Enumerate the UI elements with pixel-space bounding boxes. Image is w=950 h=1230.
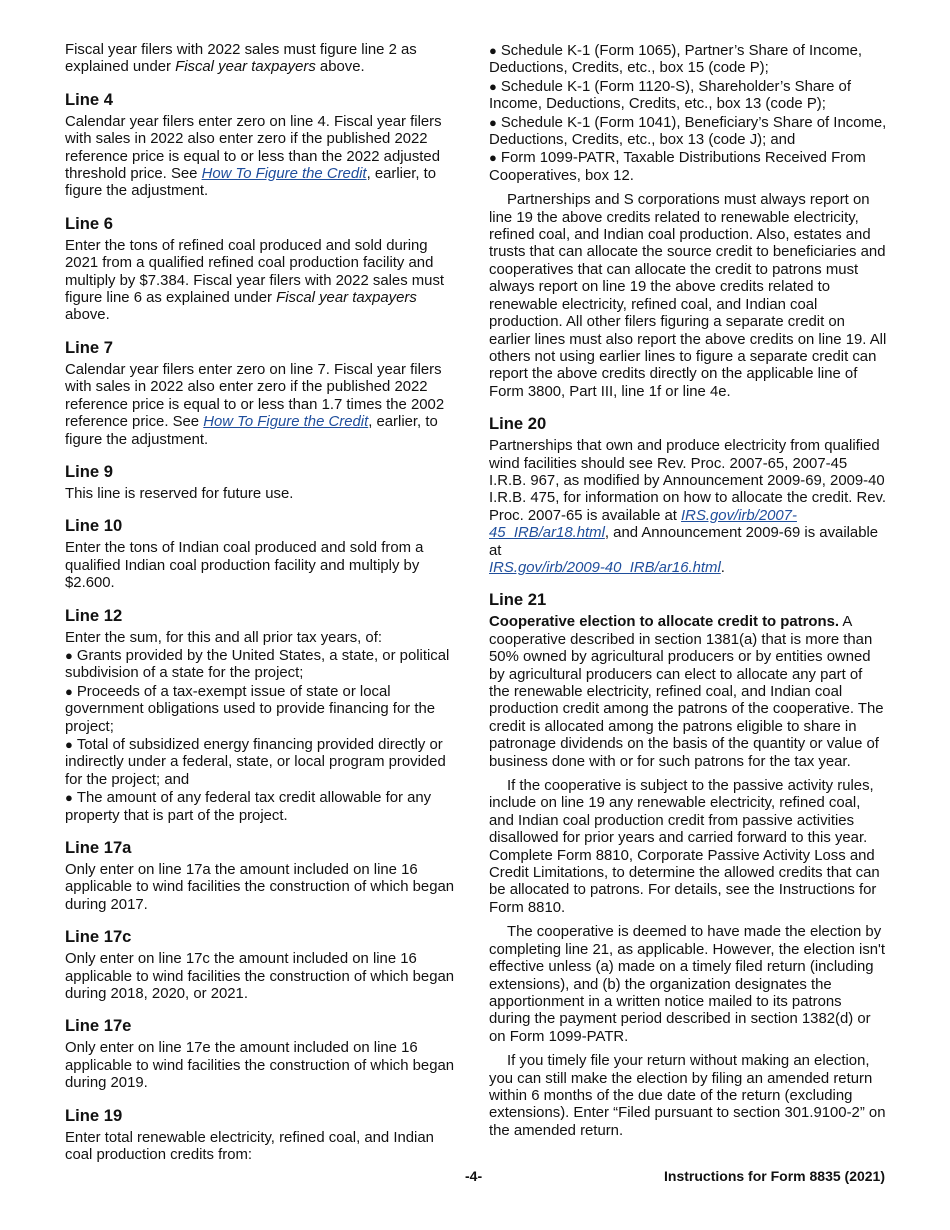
line21-paragraph-1 [489,614,887,771]
line7-text-end: , earlier, to figure the adjustment. [65,414,438,448]
line9-heading: Line 9 [65,461,113,481]
line20-heading: Line 20 [489,414,547,434]
line7-text: Calendar year filers enter zero on line 7. Fiscal year filers with sales in 2022 also enter zero if the published 2022 reference price is equal to or less than 1.7 times the 2002 reference price. See [65,361,445,431]
list-item [65,736,460,789]
bullet-icon: ● [65,683,73,699]
partnerships-paragraph: Partnerships and S corporations must always report on line 19 the above credits related to renewable electricity, refined coal, and Indian coal production. Also, estates and trusts that can allocate the source credit to beneficiaries and cooperatives that can allocate the credit to patrons must always report on line 19 the above credits related to renewable electricity, refined coal, and Indian coal production. All other filers figuring a separate credit on earlier lines must also report the above credits on line 19. All others not using earlier lines to figure a separate credit can report the above credits directly on the applicable line of Form 3800, Part III, line 1f or line 4e. [489,192,887,400]
line4-text: Calendar year filers enter zero on line 4. Fiscal year filers with sales in 2022 also enter zero if the published 2022 reference price is equal to or less than the 2022 adjusted threshold price. See [65,113,442,183]
line20-text-end: . [720,559,725,576]
list-item-text: Schedule K-1 (Form 1065), Partner’s Share of Income, Deductions, Credits, etc., box 15 (code P); [489,43,862,77]
page-number: -4- [465,1168,483,1184]
line6-text: Enter the tons of refined coal produced and sold during 2021 from a qualified refined coal production facility and multiply by $7.384. Fiscal year filers with 2022 sales must figure line 6 as explained under [65,237,445,307]
line21-heading: Line 21 [489,590,547,610]
line21-paragraph-4: If you timely file your return without making an election, you can still make the election by filing an amended return within 6 months of the due date of the return (excluding extensions). Enter “Filed pursuant to section 301.9100-2” on the amended return. [489,1053,886,1139]
list-item-text: Schedule K-1 (Form 1120-S), Shareholder’s Share of Income, Deductions, Credits, etc., box 13 (code P); [489,78,851,113]
bullet-icon: ● [489,150,497,166]
line4-text-end: , earlier, to figure the adjustment. [65,166,437,200]
line21-paragraph-3: The cooperative is deemed to have made the election by completing line 21, as applicable. However, the election isn't effective unless (a) made on a timely filed return (including extensions), and (b) the organization designates the apportionment in a written notice mailed to its patrons during the payment period described in section 1382(d) or on Form 1099-PATR. [489,924,886,1045]
list-item [65,683,460,736]
list-item [489,42,887,78]
how-to-figure-credit-link-2[interactable]: How To Figure the Credit [203,414,369,431]
line9-paragraph: This line is reserved for future use. [65,485,294,502]
irb-2007-45-link[interactable]: IRS.gov/irb/2007-45_IRB/ar18.html [489,507,797,542]
line7-paragraph [65,362,460,449]
bullet-icon: ● [65,647,73,663]
bullet-icon: ● [489,43,497,58]
bullet-icon: ● [65,790,73,806]
line12-intro: Enter the sum, for this and all prior tax years, of: [65,629,382,646]
irb-2009-40-link[interactable]: IRS.gov/irb/2009-40_IRB/ar16.html [489,559,721,576]
line20-text: Partnerships that own and produce electricity from qualified wind facilities should see Rev. Proc. 2007-65, 2007-45 I.R.B. 967, as modified by Announcement 2009-69, 2009-40 I.R.B. 475, for information on how to allocate the credit. Rev. Proc. 2007-65 is available at [489,438,887,524]
line17a-heading: Line 17a [65,838,132,857]
line21-paragraph-2: If the cooperative is subject to the passive activity rules, include on line 19 any renewable electricity, refined coal, and Indian coal production credit from passive activities disallowed for prior years and carried forward to this year. Complete Form 8810, Corporate Passive Activity Loss and Credit Limitations, to determine the allowed credits that can be allocated to patrons. For details, see the Instructions for Form 8810. [489,778,880,916]
bullet-icon: ● [489,78,497,94]
line6-text-end: above. [65,307,110,324]
bullet-icon: ● [489,114,497,130]
line17c-heading: Line 17c [65,927,132,947]
line6-paragraph [65,238,460,325]
list-item-text: Grants provided by the United States, a state, or political subdivision of a state for the project; [65,647,450,682]
intro-text-end: above. [315,59,365,76]
bullet-icon: ● [65,736,73,752]
list-item-text: Proceeds of a tax-exempt issue of state or local government obligations used to provide financing for the project; [65,683,436,735]
list-item-text: Schedule K-1 (Form 1041), Beneficiary’s Share of Income, Deductions, Credits, etc., box 13 (code J); and [489,114,887,149]
intro-text: Fiscal year filers with 2022 sales must figure line 2 as explained under [65,42,417,76]
list-item [489,114,887,150]
line6-emphasis: Fiscal year taxpayers [276,290,417,307]
line4-heading: Line 4 [65,89,113,109]
line19-sources-list [489,42,887,185]
cooperative-election-runin: Cooperative election to allocate credit to patrons. [489,614,840,631]
right-column [489,42,887,1140]
form-reference: Instructions for Form 8835 (2021) [664,1168,885,1184]
list-item-text: Form 1099-PATR, Taxable Distributions Received From Cooperatives, box 12. [489,150,866,184]
how-to-figure-credit-link[interactable]: How To Figure the Credit [201,166,367,183]
intro-paragraph [65,42,460,77]
line10-paragraph: Enter the tons of Indian coal produced and sold from a qualified Indian coal production facility and multiply by $2.600. [65,540,424,592]
line7-heading: Line 7 [65,337,113,357]
line10-heading: Line 10 [65,516,123,536]
line12-list [65,647,460,825]
line19-paragraph: Enter total renewable electricity, refined coal, and Indian coal production credits from: [65,1129,434,1164]
line21-text: A cooperative described in section 1381(a) that is more than 50% owned by agricultural producers or by entities owned by agricultural producers can elect to allocate any part of the renewable electricity, refined coal, and Indian coal production credit among the patrons of the cooperative. The credit is allocated among the patrons eligible to share in patronage dividends on the basis of the quantity or value of business done with or for such patrons for the tax year. [489,614,884,770]
line4-paragraph [65,114,460,201]
line17e-paragraph: Only enter on line 17e the amount included on line 16 applicable to wind facilities the construction of which began during 2019. [65,1040,455,1092]
line6-heading: Line 6 [65,213,113,233]
list-item [489,149,887,185]
list-item [65,789,460,825]
list-item-text: The amount of any federal tax credit allowable for any property that is part of the project. [65,790,432,824]
line20-text-mid: , and Announcement 2009-69 is available at [489,525,879,559]
intro-emphasis: Fiscal year taxpayers [175,59,316,76]
list-item [65,647,460,683]
line17a-paragraph: Only enter on line 17a the amount included on line 16 applicable to wind facilities the construction of which began during 2017. [65,862,455,913]
left-column [65,42,460,1164]
line17c-paragraph: Only enter on line 17c the amount included on line 16 applicable to wind facilities the construction of which began during 2018, 2020, or 2021. [65,951,455,1003]
list-item-text: Total of subsidized energy financing provided directly or indirectly under a federal, state, or local program provided for the project; and [65,736,446,788]
line19-heading: Line 19 [65,1105,123,1125]
line17e-heading: Line 17e [65,1016,132,1036]
list-item [489,78,887,114]
line12-heading: Line 12 [65,605,123,625]
line20-paragraph [489,438,887,577]
